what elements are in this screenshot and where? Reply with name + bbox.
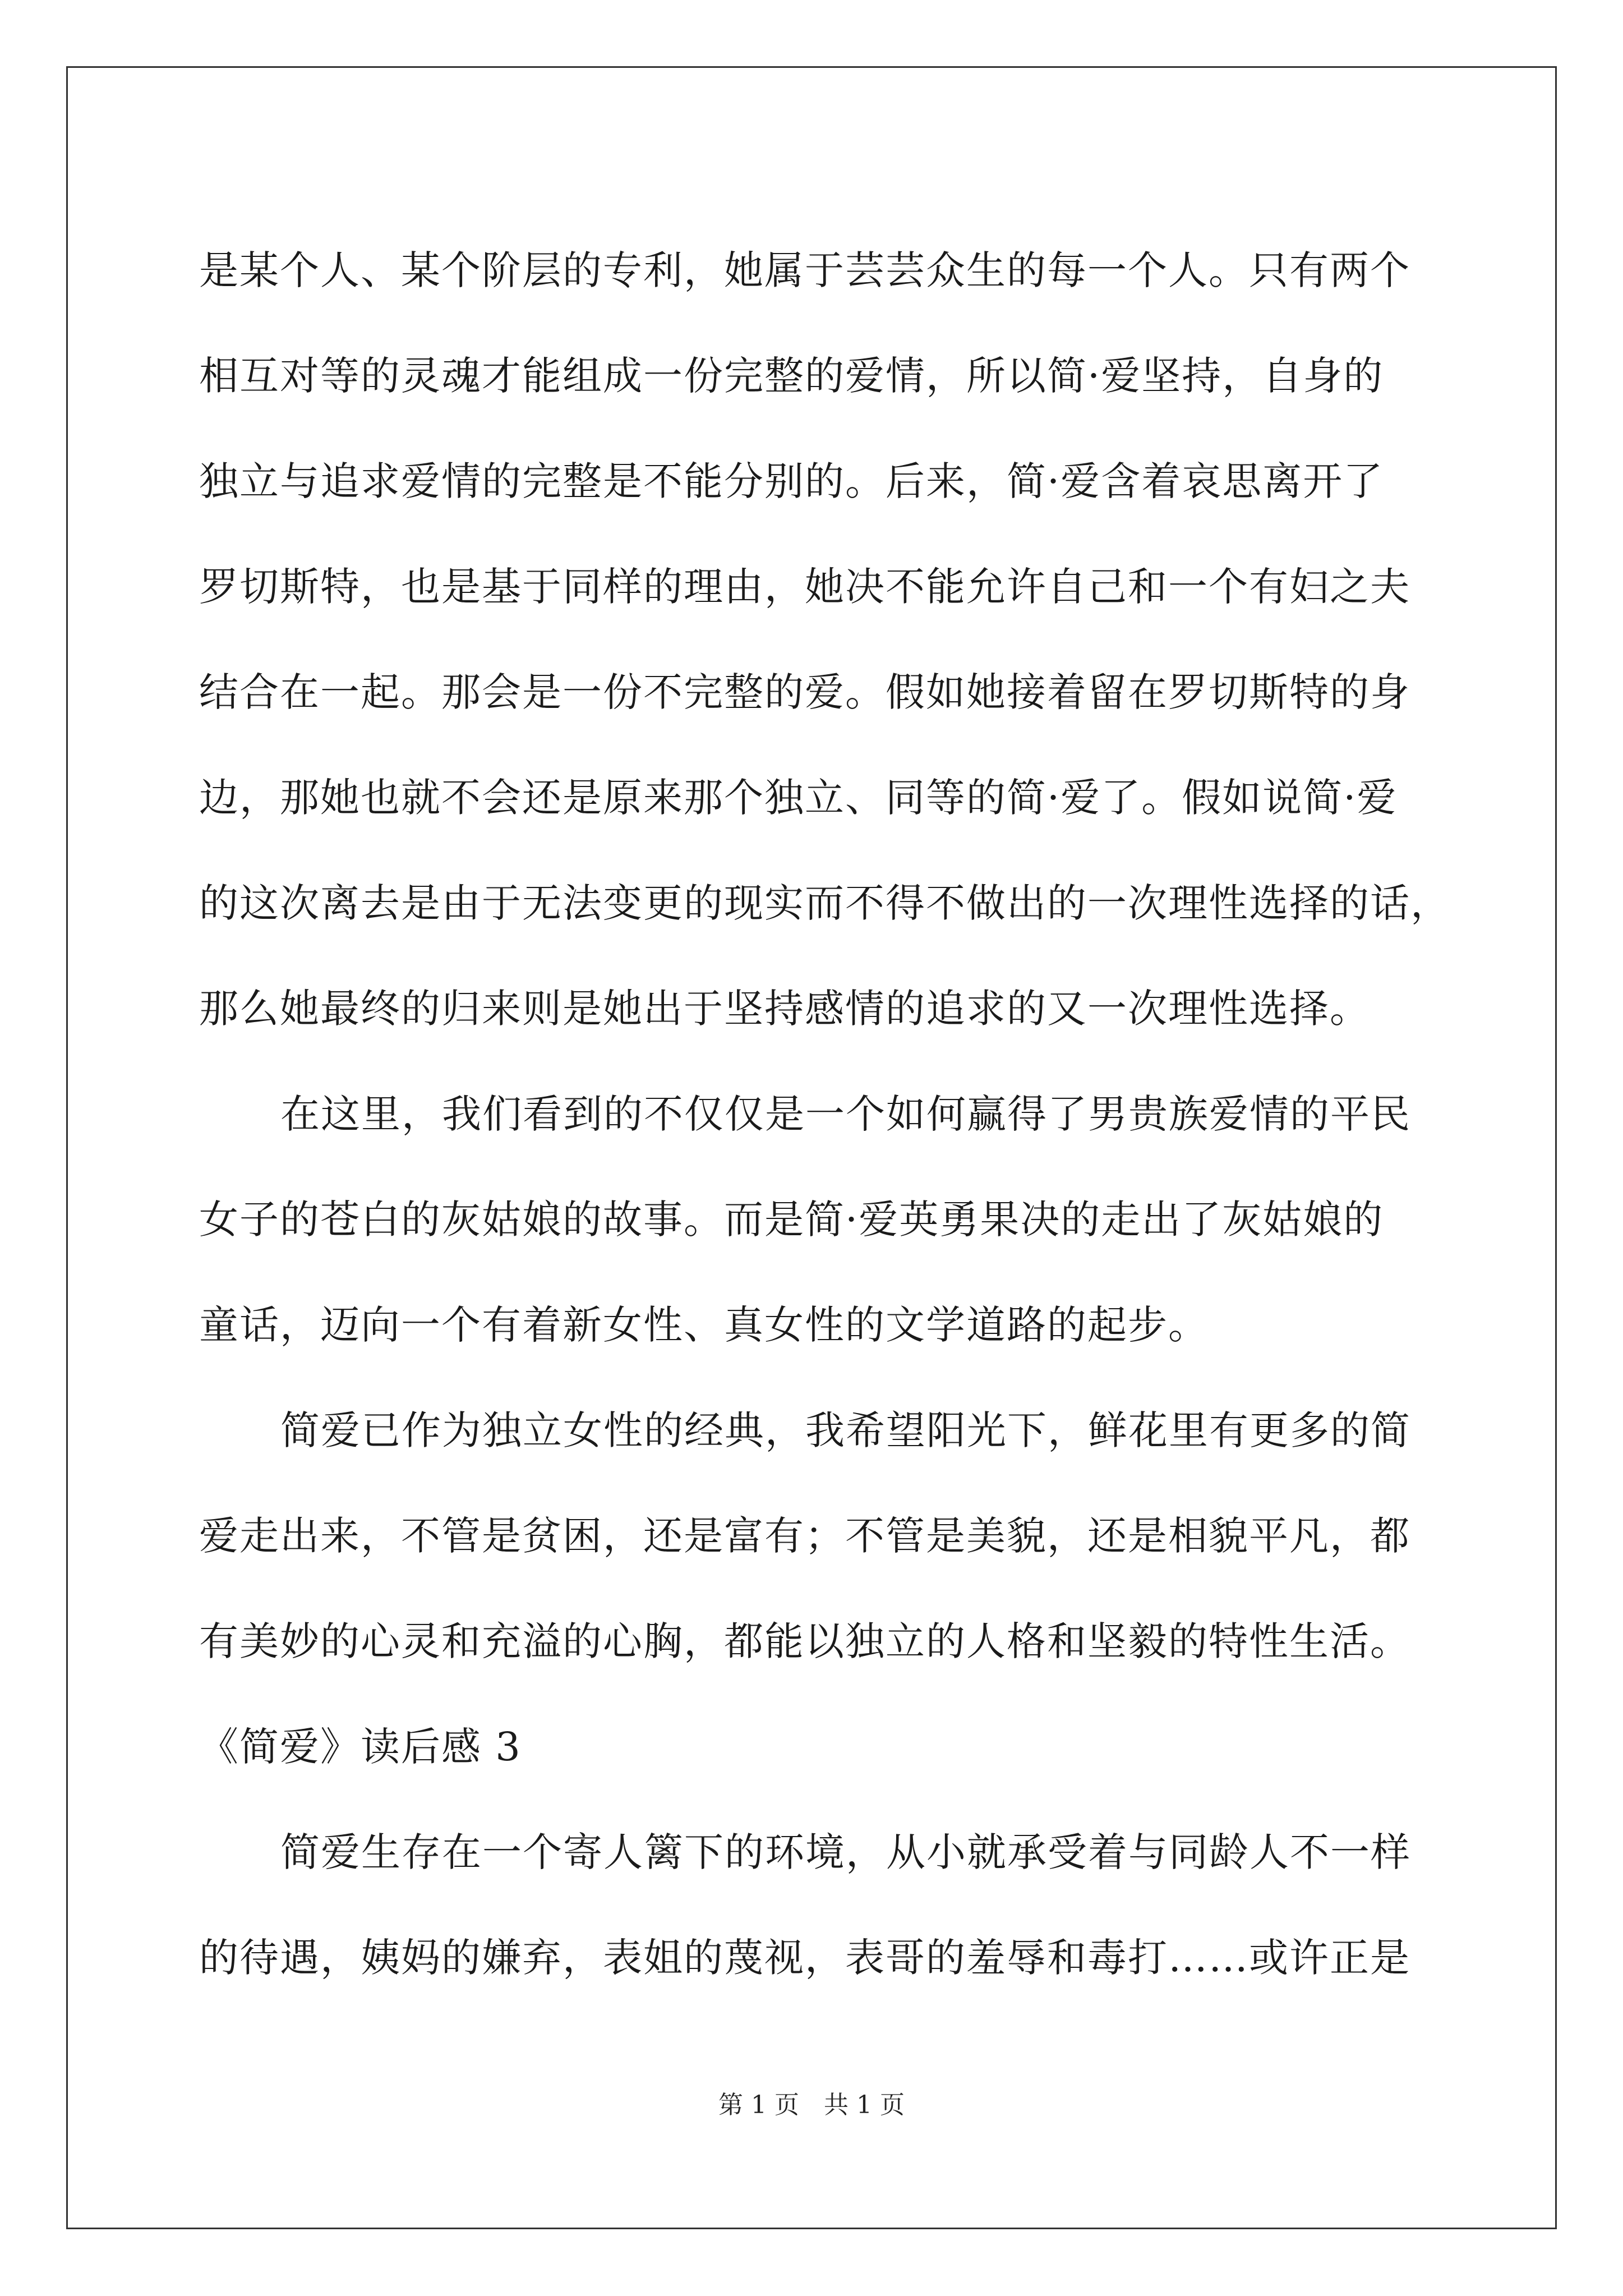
text-line: 是某个人、某个阶层的专利，她属于芸芸众生的每一个人。只有两个 — [199, 247, 1410, 293]
paragraph-first-line: 简爱已作为独立女性的经典，我希望阳光下，鲜花里有更多的简 — [280, 1407, 1411, 1453]
text-line: 相互对等的灵魂才能组成一份完整的爱情，所以简·爱坚持，自身的 — [199, 353, 1384, 399]
text-line: 爱走出来，不管是贫困，还是富有；不管是美貌，还是相貌平凡，都 — [199, 1513, 1410, 1559]
text-line: 童话，迈向一个有着新女性、真女性的文学道路的起步。 — [199, 1302, 1209, 1348]
paragraph-first-line: 简爱生存在一个寄人篱下的环境，从小就承受着与同龄人不一样 — [280, 1829, 1411, 1875]
paragraph-first-line: 在这里，我们看到的不仅仅是一个如何赢得了男贵族爱情的平民 — [280, 1091, 1411, 1137]
text-line: 那么她最终的归来则是她出于坚持感情的追求的又一次理性选择。 — [199, 986, 1370, 1032]
text-line: 罗切斯特，也是基于同样的理由，她决不能允许自己和一个有妇之夫 — [199, 564, 1410, 610]
text-line: 的这次离去是由于无法变更的现实而不得不做出的一次理性选择的话， — [199, 880, 1451, 926]
text-line: 结合在一起。那会是一份不完整的爱。假如她接着留在罗切斯特的身 — [199, 669, 1410, 715]
text-line: 女子的苍白的灰姑娘的故事。而是简·爱英勇果决的走出了灰姑娘的 — [199, 1197, 1384, 1243]
document-body — [199, 218, 1451, 2010]
text-line: 边，那她也就不会还是原来那个独立、同等的简·爱了。假如说简·爱 — [199, 775, 1398, 821]
page-footer: 第 1 页 共 1 页 — [718, 2091, 905, 2119]
text-line: 的待遇，姨妈的嫌弃，表姐的蔑视，表哥的羞辱和毒打……或许正是 — [199, 1935, 1410, 1981]
text-line: 有美妙的心灵和充溢的心胸，都能以独立的人格和坚毅的特性生活。 — [199, 1618, 1410, 1664]
text-line: 独立与追求爱情的完整是不能分别的。后来，简·爱含着哀思离开了 — [199, 458, 1384, 504]
section-heading: 《简爱》读后感 3 — [199, 1724, 522, 1770]
